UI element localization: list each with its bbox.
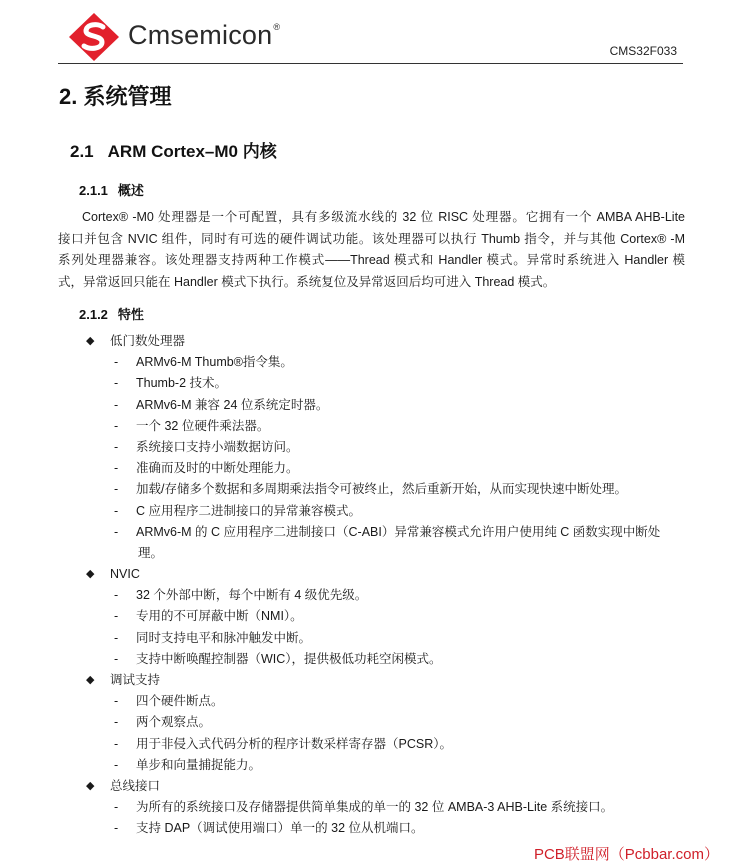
list-item-text: 一个 32 位硬件乘法器。 <box>136 418 270 433</box>
subsection-heading: 2.1 ARM Cortex–M0 内核 <box>70 142 277 161</box>
list-item-text: 调试支持 <box>110 673 161 687</box>
list-item-text: Thumb-2 技术。 <box>136 376 227 391</box>
dash-bullet: - <box>114 609 119 624</box>
list-item <box>0 501 729 522</box>
cmsemicon-logo-icon <box>68 12 120 62</box>
overview-line: 接口并包含 NVIC 组件，同时有可选的硬件调试功能。该处理器可以执行 Thumb 指令，并与其他 Cortex® -M <box>58 231 685 246</box>
list-item <box>0 479 729 500</box>
list-item-text: 两个观察点。 <box>136 715 212 730</box>
feature-group <box>0 331 729 352</box>
list-item-text: 加载/存储多个数据和多周期乘法指令可被终止，然后重新开始，从而实现快速中断处理。 <box>136 482 627 497</box>
dash-bullet: - <box>114 461 119 476</box>
list-item-text: 支持 DAP（调试使用端口）单一的 32 位从机端口。 <box>136 821 424 836</box>
list-item <box>0 437 729 458</box>
list-item <box>0 755 729 776</box>
dash-bullet: - <box>114 503 119 518</box>
overview-line: Cortex® -M0 处理器是一个可配置，具有多级流水线的 32 位 RISC 处理器。它拥有一个 AMBA AHB-Lite <box>82 210 685 224</box>
list-item <box>0 416 729 437</box>
diamond-bullet-icon: ◆ <box>86 674 95 686</box>
list-item-text: 为所有的系统接口及存储器提供简单集成的单一的 32 位 AMBA-3 AHB-Lite 系统接口。 <box>136 800 614 815</box>
overview-line: 系列处理器兼容。该处理器支持两种工作模式——Thread 模式和 Handler 模式。异常时系统进入 Handler 模 <box>58 253 685 267</box>
diamond-bullet-icon: ◆ <box>86 568 95 581</box>
document-number: CMS32F033 <box>609 44 677 58</box>
dash-bullet: - <box>114 651 119 666</box>
list-item-text: ARMv6-M 兼容 24 位系统定时器。 <box>136 397 329 412</box>
list-item <box>0 649 729 670</box>
watermark-text: PCB联盟网（Pcbbar.com） <box>533 846 719 863</box>
list-item-text: C 应用程序二进制接口的异常兼容模式。 <box>136 503 362 518</box>
list-item-text: 低门数处理器 <box>110 334 186 348</box>
dash-bullet: - <box>114 630 119 645</box>
dash-bullet: - <box>114 757 119 772</box>
list-item <box>0 543 729 564</box>
list-item <box>0 606 729 627</box>
list-item <box>0 797 729 818</box>
features-heading: 2.1.2 特性 <box>79 307 144 322</box>
overview-heading: 2.1.1 概述 <box>79 183 144 198</box>
overview-paragraph <box>58 207 685 293</box>
dash-bullet: - <box>114 524 119 539</box>
list-item-text: 支持中断唤醒控制器（WIC），提供极低功耗空闲模式。 <box>136 651 442 666</box>
feature-group <box>0 670 729 691</box>
list-item <box>0 712 729 733</box>
features-list <box>0 331 729 840</box>
list-item-text: 系统接口支持小端数据访问。 <box>136 439 299 454</box>
list-item <box>0 585 729 606</box>
list-item-text: 理。 <box>138 545 164 560</box>
list-item-text: 单步和向量捕捉能力。 <box>136 757 262 772</box>
list-item <box>0 818 729 839</box>
list-item-text: NVIC <box>110 567 140 582</box>
overview-line: 式，异常返回只能在 Handler 模式下执行。系统复位及异常返回后均可进入 Thread 模式。 <box>58 274 556 289</box>
brand-name: Cmsemicon® <box>128 20 281 50</box>
dash-bullet: - <box>114 736 119 751</box>
list-item-text: 32 个外部中断，每个中断有 4 级优先级。 <box>136 588 368 603</box>
dash-bullet: - <box>114 439 119 454</box>
dash-bullet: - <box>114 482 119 497</box>
list-item-text: ARMv6-M Thumb®指令集。 <box>136 355 293 370</box>
list-item-text: ARMv6-M 的 C 应用程序二进制接口（C-ABI）异常兼容模式允许用户使用纯 C 函数实现中断处 <box>136 524 661 539</box>
list-item <box>0 352 729 373</box>
dash-bullet: - <box>114 694 119 709</box>
dash-bullet: - <box>114 418 119 433</box>
list-item <box>0 628 729 649</box>
section-heading: 2. 系统管理 <box>59 84 172 109</box>
diamond-bullet-icon: ◆ <box>86 779 95 792</box>
list-item <box>0 373 729 394</box>
page-header <box>0 0 729 66</box>
header-rule <box>58 63 683 64</box>
dash-bullet: - <box>114 397 119 412</box>
list-item <box>0 522 729 543</box>
list-item-text: 同时支持电平和脉冲触发中断。 <box>136 630 312 645</box>
list-item-text: 总线接口 <box>110 778 161 793</box>
dash-bullet: - <box>114 588 119 603</box>
feature-group <box>0 564 729 585</box>
list-item-text: 四个硬件断点。 <box>136 694 224 709</box>
list-item <box>0 458 729 479</box>
dash-bullet: - <box>114 800 119 815</box>
list-item-text: 用于非侵入式代码分析的程序计数采样寄存器（PCSR）。 <box>136 736 452 751</box>
dash-bullet: - <box>114 821 119 836</box>
feature-group <box>0 776 729 797</box>
dash-bullet: - <box>114 376 119 391</box>
list-item-text: 准确而及时的中断处理能力。 <box>136 461 299 476</box>
list-item <box>0 395 729 416</box>
dash-bullet: - <box>114 355 119 370</box>
dash-bullet: - <box>114 715 119 730</box>
diamond-bullet-icon: ◆ <box>86 335 95 347</box>
list-item <box>0 734 729 755</box>
list-item <box>0 691 729 712</box>
list-item-text: 专用的不可屏蔽中断（NMI）。 <box>136 609 303 624</box>
